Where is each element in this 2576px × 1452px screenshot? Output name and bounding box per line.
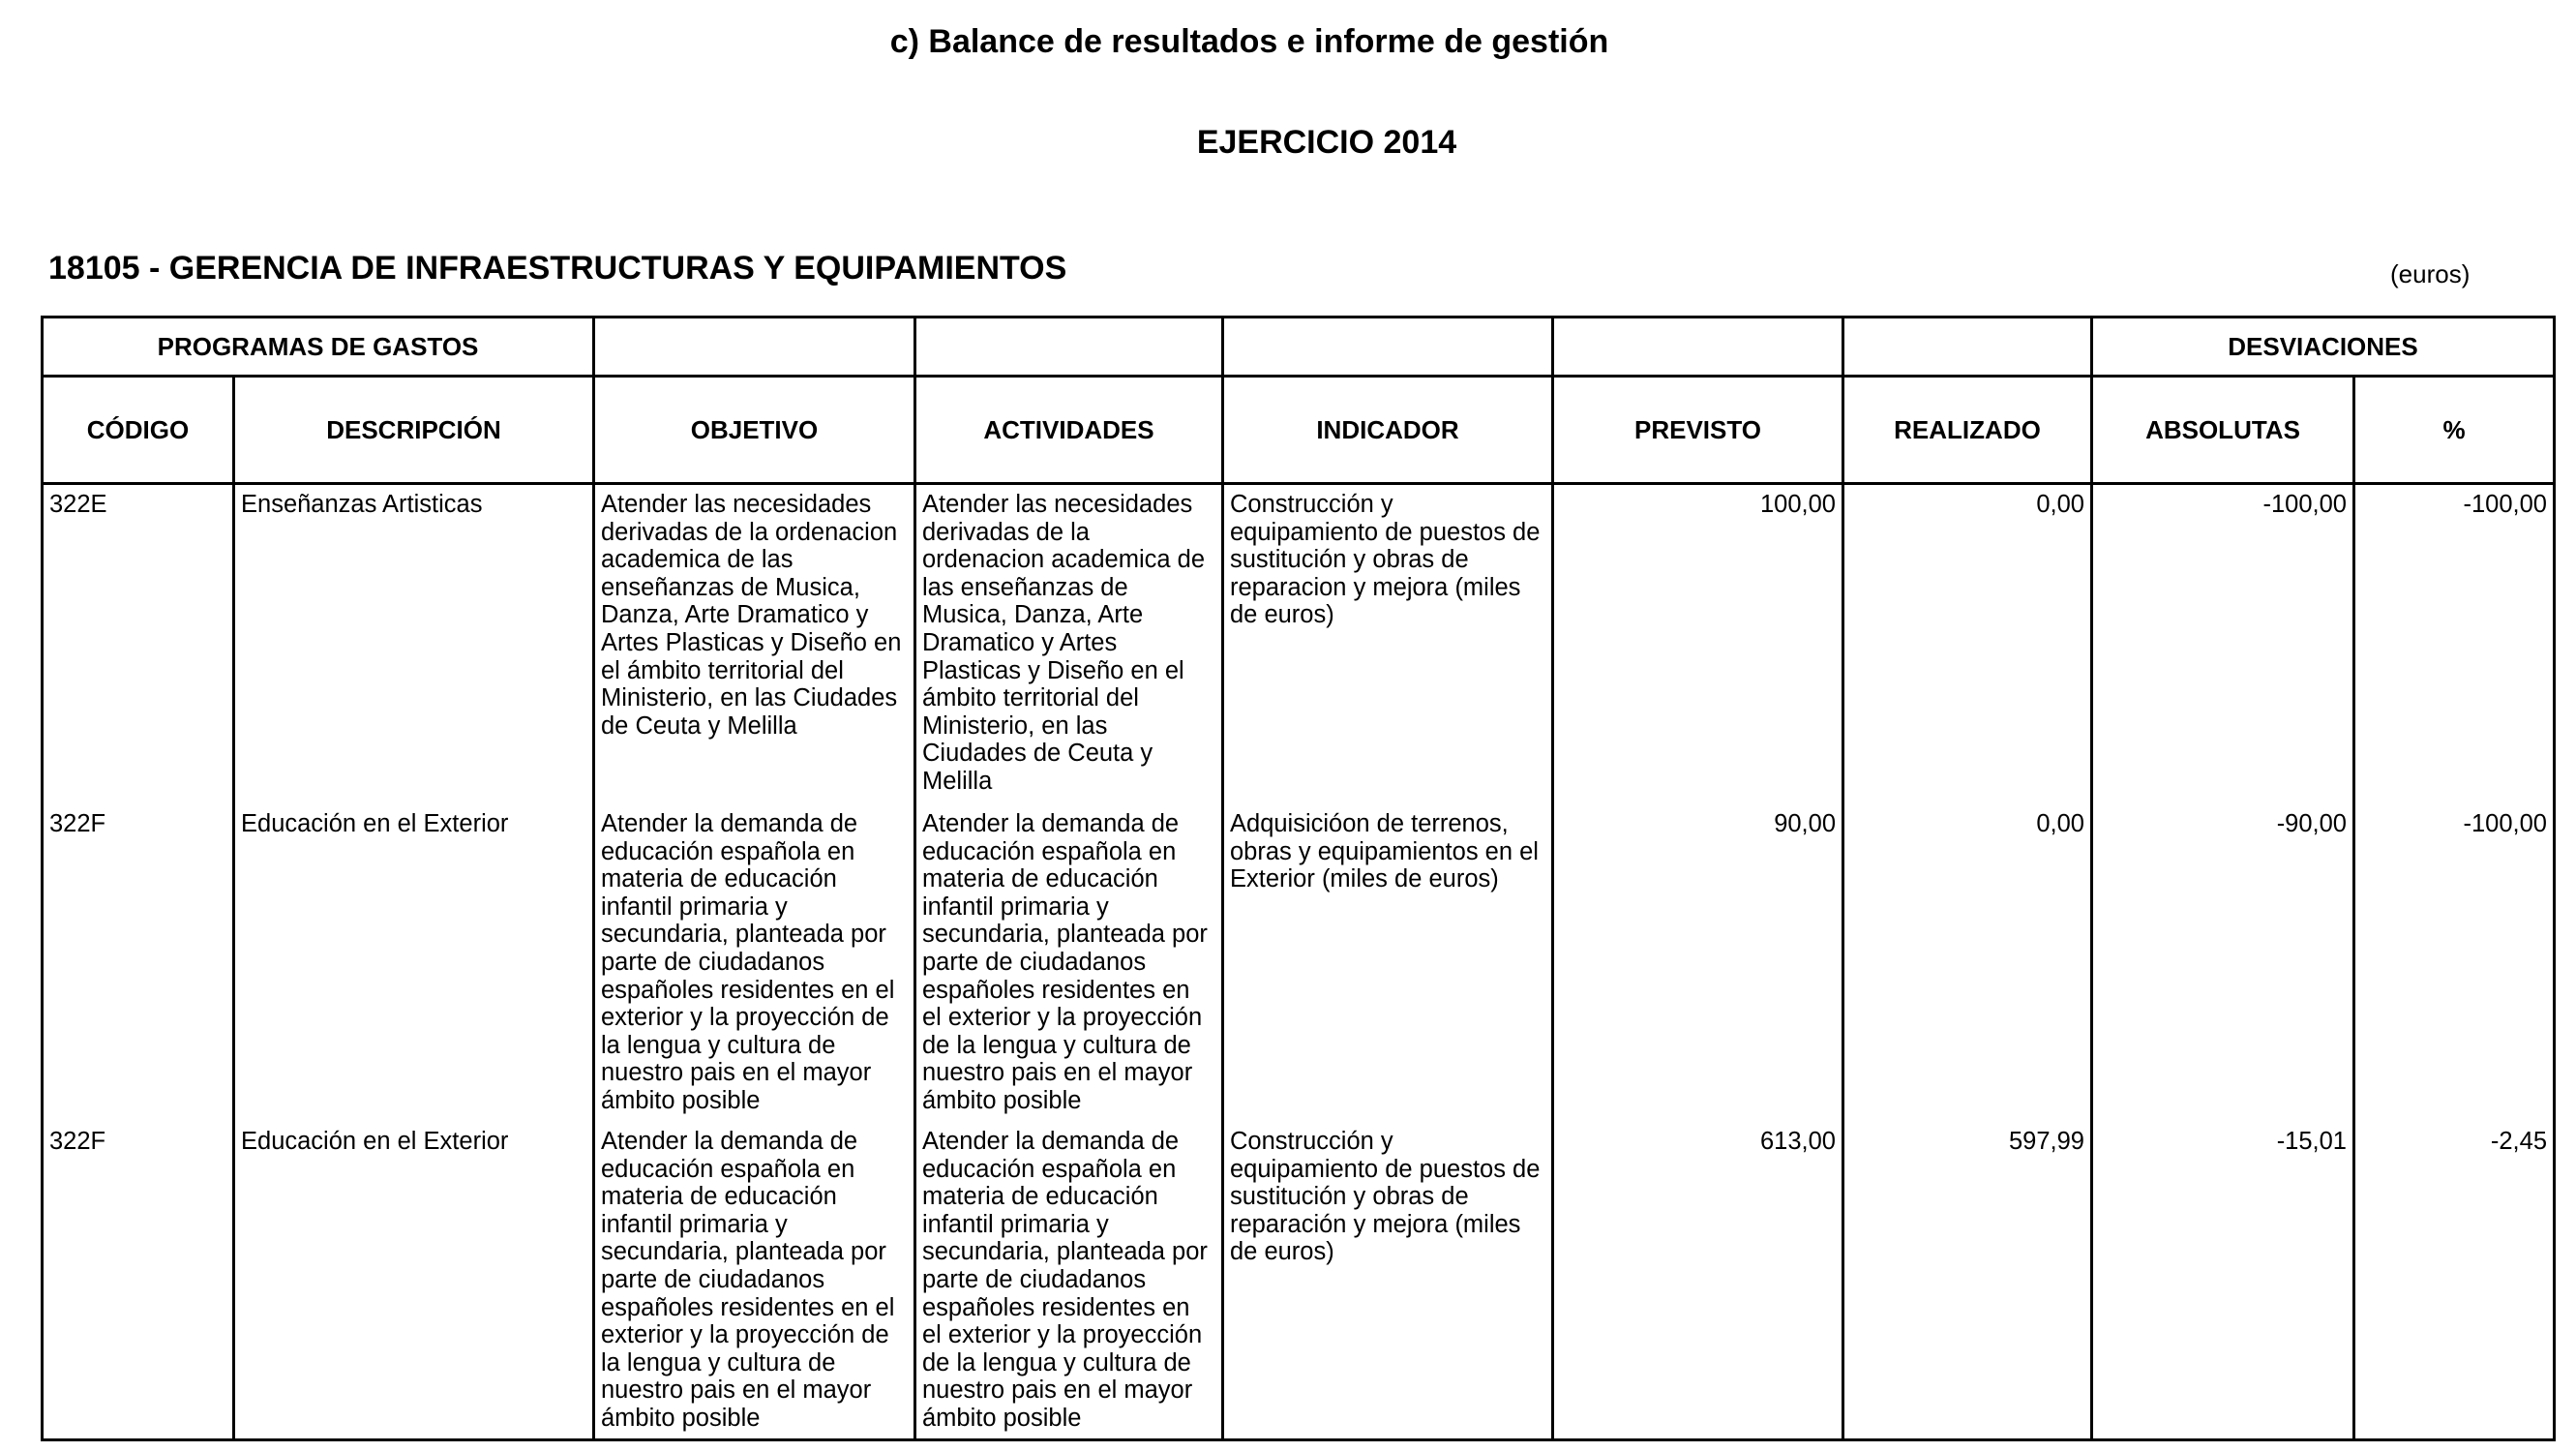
cell-absolute: -100,00 xyxy=(2092,484,2354,805)
column-header-planned: PREVISTO xyxy=(1553,377,1843,484)
column-header-achieved: REALIZADO xyxy=(1843,377,2092,484)
cell-planned: 90,00 xyxy=(1553,804,1843,1122)
cell-achieved: 0,00 xyxy=(1843,804,2092,1122)
cell-objective: Atender la demanda de educación española en materia de educación infantil primaria y secundaria, planteada por parte de ciudadanos españoles residentes en el exterior y la proyección de la lengua y cultura de nuestro pais en el mayor ámbito posible xyxy=(594,804,915,1122)
group-header-empty xyxy=(1843,318,2092,377)
entity-title: 18105 - GERENCIA DE INFRAESTRUCTURAS Y EQUIPAMIENTOS xyxy=(48,250,1067,287)
column-header-activities: ACTIVIDADES xyxy=(915,377,1223,484)
cell-absolute: -15,01 xyxy=(2092,1122,2354,1439)
column-header-code: CÓDIGO xyxy=(43,377,234,484)
cell-description: Enseñanzas Artisticas xyxy=(234,484,594,805)
cell-objective: Atender la demanda de educación española en materia de educación infantil primaria y secundaria, planteada por parte de ciudadanos españoles residentes en el exterior y la proyección de la lengua y cultura de nuestro pais en el mayor ámbito posible xyxy=(594,1122,915,1439)
cell-absolute: -90,00 xyxy=(2092,804,2354,1122)
cell-activities: Atender las necesidades derivadas de la ordenacion academica de las enseñanzas de Musica, Danza, Arte Dramatico y Artes Plasticas y Diseño en el ámbito territorial del Ministerio, en las Ciudades de Ceuta y Melilla xyxy=(915,484,1223,805)
group-header-deviations: DESVIACIONES xyxy=(2092,318,2555,377)
cell-planned: 100,00 xyxy=(1553,484,1843,805)
group-header-empty xyxy=(1223,318,1553,377)
cell-code: 322F xyxy=(43,804,234,1122)
cell-percent: -100,00 xyxy=(2354,484,2555,805)
cell-percent: -2,45 xyxy=(2354,1122,2555,1439)
group-header-programs: PROGRAMAS DE GASTOS xyxy=(43,318,594,377)
group-header-empty xyxy=(1553,318,1843,377)
cell-achieved: 597,99 xyxy=(1843,1122,2092,1439)
document-title: c) Balance de resultados e informe de gestión xyxy=(889,23,1609,60)
cell-objective: Atender las necesidades derivadas de la ordenacion academica de las enseñanzas de Musica, Danza, Arte Dramatico y Artes Plasticas y Diseño en el ámbito territorial del Ministerio, en las Ciudades de Ceuta y Melilla xyxy=(594,484,915,805)
cell-indicator: Construcción y equipamiento de puestos de sustitución y obras de reparacion y mejora (miles de euros) xyxy=(1223,484,1553,805)
cell-indicator: Construcción y equipamiento de puestos de sustitución y obras de reparación y mejora (miles de euros) xyxy=(1223,1122,1553,1439)
currency-label: (euros) xyxy=(2390,259,2471,288)
cell-planned: 613,00 xyxy=(1553,1122,1843,1439)
results-table xyxy=(41,316,2556,1441)
group-header-empty xyxy=(594,318,915,377)
cell-activities: Atender la demanda de educación española en materia de educación infantil primaria y secundaria, planteada por parte de ciudadanos españoles residentes en el exterior y la proyección de la lengua y cultura de nuestro pais en el mayor ámbito posible xyxy=(915,804,1223,1122)
group-header-empty xyxy=(915,318,1223,377)
column-header-absolute: ABSOLUTAS xyxy=(2092,377,2354,484)
column-header-objective: OBJETIVO xyxy=(594,377,915,484)
cell-activities: Atender la demanda de educación española en materia de educación infantil primaria y secundaria, planteada por parte de ciudadanos españoles residentes en el exterior y la proyección de la lengua y cultura de nuestro pais en el mayor ámbito posible xyxy=(915,1122,1223,1439)
table-row xyxy=(43,804,2555,1122)
cell-code: 322F xyxy=(43,1122,234,1439)
table-row xyxy=(43,484,2555,805)
cell-percent: -100,00 xyxy=(2354,804,2555,1122)
cell-code: 322E xyxy=(43,484,234,805)
column-header-percent: % xyxy=(2354,377,2555,484)
table-row xyxy=(43,1122,2555,1439)
column-header-description: DESCRIPCIÓN xyxy=(234,377,594,484)
cell-achieved: 0,00 xyxy=(1843,484,2092,805)
cell-description: Educación en el Exterior xyxy=(234,804,594,1122)
cell-description: Educación en el Exterior xyxy=(234,1122,594,1439)
exercise-year: EJERCICIO 2014 xyxy=(1196,124,1457,161)
column-header-indicator: INDICADOR xyxy=(1223,377,1553,484)
cell-indicator: Adquisicióon de terrenos, obras y equipamientos en el Exterior (miles de euros) xyxy=(1223,804,1553,1122)
